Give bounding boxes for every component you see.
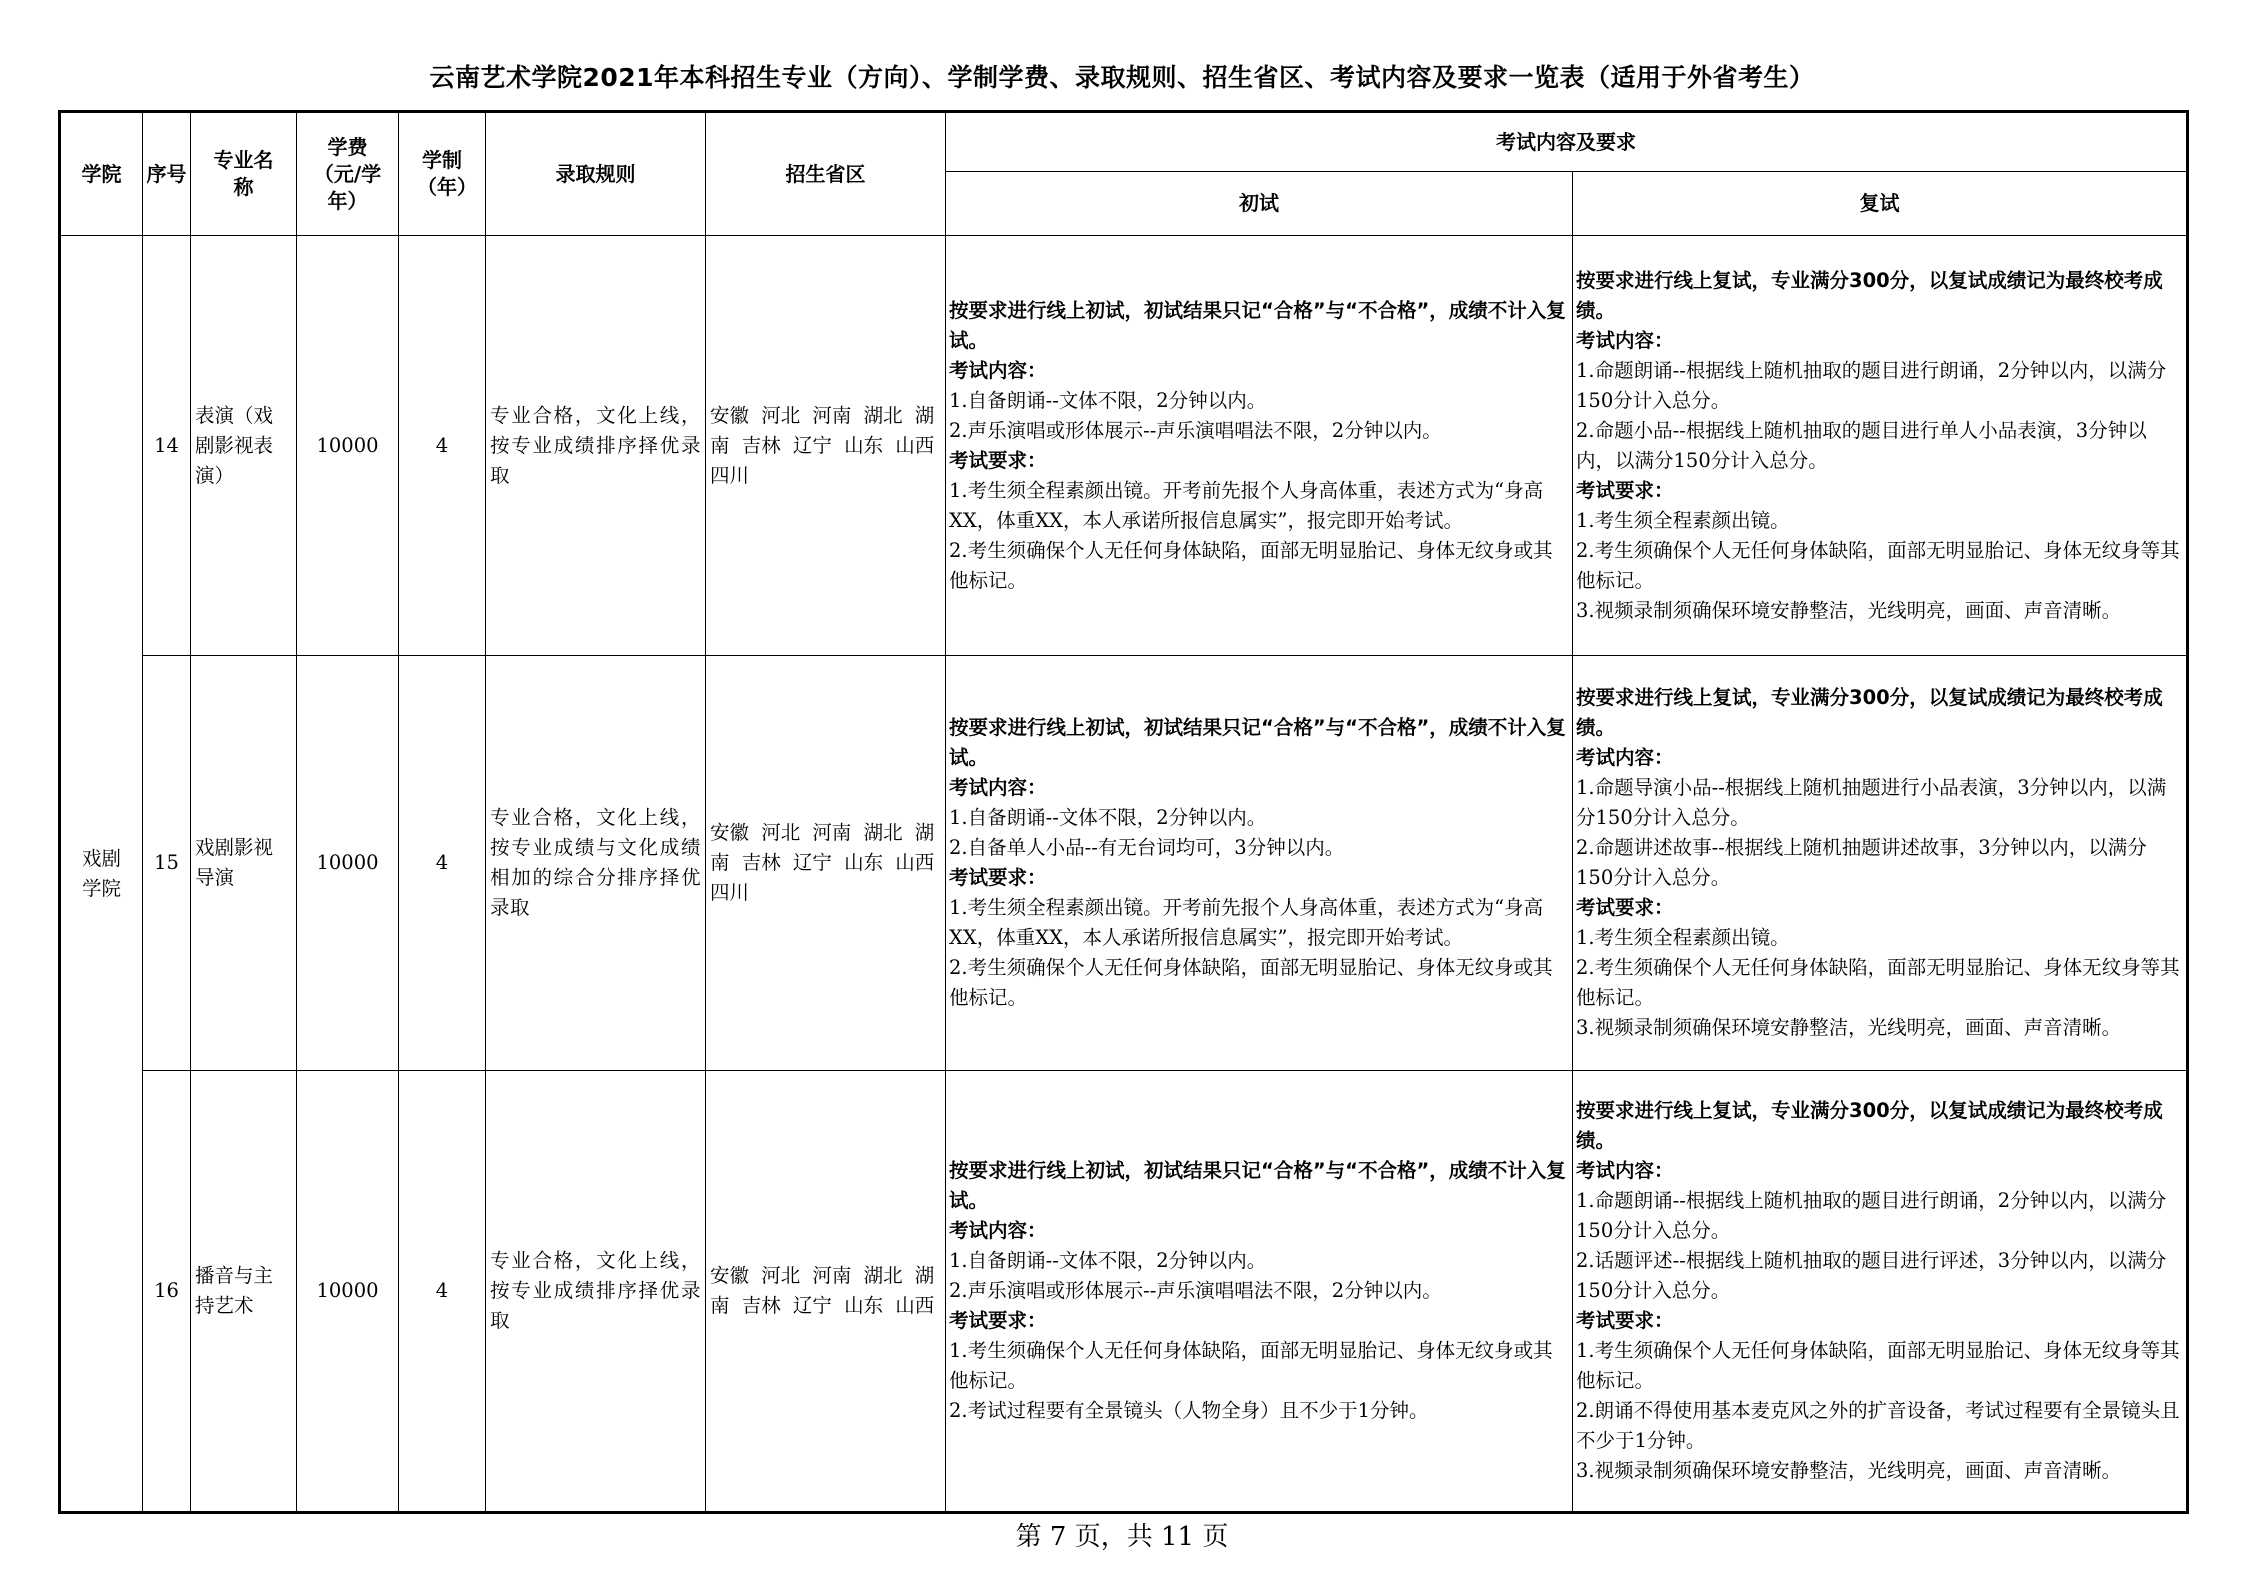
retest-intro: 按要求进行线上复试，专业满分300分，以复试成绩记为最终校考成绩。 [1576, 1099, 2163, 1152]
major-name: 戏剧影视导演 [195, 836, 274, 889]
requirement-heading: 考试要求： [949, 448, 1047, 472]
page-footer: 第 7 页，共 11 页 [1015, 1522, 1229, 1552]
requirement-heading: 考试要求： [1576, 478, 1674, 502]
header-college: 学院 [60, 112, 143, 236]
index-cell: 16 [143, 1071, 191, 1513]
content-heading: 考试内容： [1576, 328, 1674, 352]
exam-item: 1.自备朗诵--文体不限，2分钟以内。 [949, 806, 1267, 829]
exam-item: 1.命题朗诵--根据线上随机抽取的题目进行朗诵，2分钟以内，以满分150分计入总分。 [1576, 1189, 2167, 1242]
header-retest: 复试 [1573, 172, 2188, 236]
exam-item: 1.命题导演小品--根据线上随机抽题进行小品表演，3分钟以内，以满分150分计入总分。 [1576, 776, 2167, 829]
exam-item: 2.考生须确保个人无任何身体缺陷，面部无明显胎记、身体无纹身或其他标记。 [949, 538, 1553, 592]
retest-cell [1573, 656, 2188, 1071]
index-cell: 14 [143, 236, 191, 656]
exam-item: 2.声乐演唱或形体展示--声乐演唱唱法不限，2分钟以内。 [949, 418, 1442, 442]
requirement-heading: 考试要求： [949, 1309, 1047, 1332]
fee-cell: 10000 [297, 236, 399, 656]
exam-item: 2.考试过程要有全景镜头（人物全身）且不少于1分钟。 [949, 1399, 1429, 1422]
exam-item: 1.考生须确保个人无任何身体缺陷，面部无明显胎记、身体无纹身等其他标记。 [1576, 1339, 2180, 1392]
exam-item: 3.视频录制须确保环境安静整洁，光线明亮，画面、声音清晰。 [1576, 1459, 2122, 1482]
exam-item: 1.考生须确保个人无任何身体缺陷，面部无明显胎记、身体无纹身或其他标记。 [949, 1339, 1553, 1392]
fee-cell: 10000 [297, 1071, 399, 1513]
retest-cell [1573, 236, 2188, 656]
major-cell [191, 656, 297, 1071]
exam-item: 2.命题小品--根据线上随机抽取的题目进行单人小品表演，3分钟以内，以满分150分计入总分。 [1576, 418, 2147, 472]
college-name: 戏剧学院 [81, 846, 121, 900]
fee-cell: 10000 [297, 656, 399, 1071]
table-row [60, 656, 2188, 1071]
exam-item: 1.考生须全程素颜出镜。 [1576, 926, 1790, 949]
exam-item: 2.声乐演唱或形体展示--声乐演唱唱法不限，2分钟以内。 [949, 1279, 1442, 1302]
content-heading: 考试内容： [949, 776, 1047, 799]
header-major: 专业名称 [191, 112, 297, 236]
requirement-heading: 考试要求： [1576, 896, 1674, 919]
prelim-cell [946, 236, 1573, 656]
exam-item: 3.视频录制须确保环境安静整洁，光线明亮，画面、声音清晰。 [1576, 1016, 2122, 1039]
exam-item: 2.朗诵不得使用基本麦克风之外的扩音设备，考试过程要有全景镜头且不少于1分钟。 [1576, 1399, 2180, 1452]
exam-item: 1.自备朗诵--文体不限，2分钟以内。 [949, 1249, 1267, 1272]
rules-cell [486, 236, 706, 656]
prelim-intro: 按要求进行线上初试，初试结果只记“合格”与“不合格”，成绩不计入复试。 [949, 298, 1566, 352]
rules-text: 专业合格，文化上线，按专业成绩排序择优录取 [490, 403, 701, 487]
provinces-cell [706, 236, 946, 656]
content-heading: 考试内容： [949, 358, 1047, 382]
exam-item: 2.自备单人小品--有无台词均可，3分钟以内。 [949, 836, 1345, 859]
admissions-table [58, 110, 2189, 1514]
content-heading: 考试内容： [949, 1219, 1047, 1242]
retest-cell [1573, 1071, 2188, 1513]
college-cell [60, 236, 143, 1513]
header-provinces: 招生省区 [706, 112, 946, 236]
provinces-text: 安徽 河北 河南 湖北 湖南 吉林 辽宁 山东 山西 四川 [710, 821, 935, 904]
exam-item: 2.考生须确保个人无任何身体缺陷，面部无明显胎记、身体无纹身或其他标记。 [949, 956, 1553, 1009]
retest-intro: 按要求进行线上复试，专业满分300分，以复试成绩记为最终校考成绩。 [1576, 686, 2163, 739]
major-cell [191, 1071, 297, 1513]
header-prelim: 初试 [946, 172, 1573, 236]
content-heading: 考试内容： [1576, 1159, 1674, 1182]
table-row [60, 236, 2188, 656]
provinces-text: 安徽 河北 河南 湖北 湖南 吉林 辽宁 山东 山西 四川 [710, 403, 935, 487]
rules-text: 专业合格，文化上线，按专业成绩与文化成绩相加的综合分排序择优录取 [490, 806, 701, 919]
exam-item: 1.考生须全程素颜出镜。 [1576, 508, 1790, 532]
years-cell: 4 [399, 236, 486, 656]
exam-item: 1.考生须全程素颜出镜。开考前先报个人身高体重，表述方式为“身高XX，体重XX，本人承诺所报信息属实”，报完即开始考试。 [949, 896, 1544, 949]
provinces-cell [706, 656, 946, 1071]
requirement-heading: 考试要求： [1576, 1309, 1674, 1332]
exam-item: 1.自备朗诵--文体不限，2分钟以内。 [949, 388, 1267, 412]
major-name: 表演（戏剧影视表演） [195, 403, 274, 487]
index-cell: 15 [143, 656, 191, 1071]
major-cell [191, 236, 297, 656]
prelim-cell [946, 1071, 1573, 1513]
content-heading: 考试内容： [1576, 746, 1674, 769]
provinces-cell [706, 1071, 946, 1513]
prelim-intro: 按要求进行线上初试，初试结果只记“合格”与“不合格”，成绩不计入复试。 [949, 716, 1566, 769]
major-name: 播音与主持艺术 [195, 1264, 274, 1317]
rules-cell [486, 656, 706, 1071]
exam-item: 2.话题评述--根据线上随机抽取的题目进行评述，3分钟以内，以满分150分计入总分。 [1576, 1249, 2167, 1302]
prelim-cell [946, 656, 1573, 1071]
years-cell: 4 [399, 656, 486, 1071]
table-row [60, 1071, 2188, 1513]
exam-item: 1.考生须全程素颜出镜。开考前先报个人身高体重，表述方式为“身高XX，体重XX，本人承诺所报信息属实”，报完即开始考试。 [949, 478, 1544, 532]
header-fee: 学费（元/学年） [297, 112, 399, 236]
page-title: 云南艺术学院2021年本科招生专业（方向）、学制学费、录取规则、招生省区、考试内容及要求一览表（适用于外省考生） [429, 63, 1815, 92]
exam-item: 2.命题讲述故事--根据线上随机抽题讲述故事，3分钟以内，以满分150分计入总分。 [1576, 836, 2147, 889]
retest-intro: 按要求进行线上复试，专业满分300分，以复试成绩记为最终校考成绩。 [1576, 268, 2163, 322]
rules-cell [486, 1071, 706, 1513]
exam-item: 2.考生须确保个人无任何身体缺陷，面部无明显胎记、身体无纹身等其他标记。 [1576, 956, 2180, 1009]
provinces-text: 安徽 河北 河南 湖北 湖南 吉林 辽宁 山东 山西 [710, 1264, 935, 1317]
header-years: 学制（年） [399, 112, 486, 236]
header-index: 序号 [143, 112, 191, 236]
rules-text: 专业合格，文化上线，按专业成绩排序择优录取 [490, 1249, 701, 1332]
header-rules: 录取规则 [486, 112, 706, 236]
exam-item: 2.考生须确保个人无任何身体缺陷，面部无明显胎记、身体无纹身等其他标记。 [1576, 538, 2180, 592]
header-exam: 考试内容及要求 [946, 112, 2188, 172]
years-cell: 4 [399, 1071, 486, 1513]
requirement-heading: 考试要求： [949, 866, 1047, 889]
prelim-intro: 按要求进行线上初试，初试结果只记“合格”与“不合格”，成绩不计入复试。 [949, 1159, 1566, 1212]
exam-item: 1.命题朗诵--根据线上随机抽取的题目进行朗诵，2分钟以内，以满分150分计入总分。 [1576, 358, 2167, 412]
exam-item: 3.视频录制须确保环境安静整洁，光线明亮，画面、声音清晰。 [1576, 598, 2122, 622]
